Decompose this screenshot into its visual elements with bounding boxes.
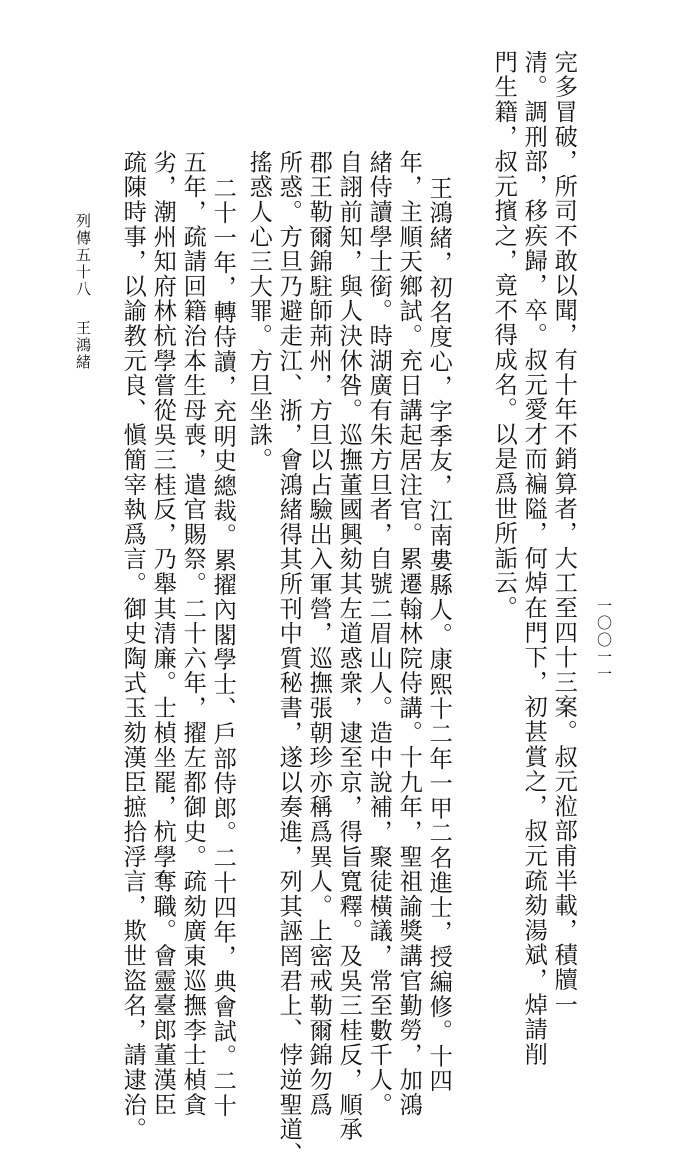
running-head-subject: 王鴻緒 (74, 320, 92, 371)
text-column-13: 劣，潮州知府林杭學嘗從吳三桂反，乃舉其清廉。士楨坐罷，杭學奪職。會靈臺郎董漢臣 (149, 150, 177, 1118)
text-column-8: 郡王勒爾錦駐師荊州，方旦以占驗出入軍營，巡撫張朝珍亦稱爲異人。上密戒勒爾錦勿爲 (305, 150, 333, 1118)
text-column-3: 門生籍，叔元擯之，竟不得成名。以是爲世所詬云。 (490, 50, 518, 621)
page-number: 一〇〇一一 (595, 598, 613, 683)
text-column-4: 王鴻緒，初名度心，字季友，江南婁縣人。康熙十二年一甲二名進士，授編修。十四 (425, 176, 453, 1094)
text-column-7: 自詡前知，與人決休咎。巡撫董國興劾其左道惑衆，逮至京，得旨寬釋。及吳三桂反，順承 (335, 150, 363, 1142)
text-column-1: 完多冒破，所司不敢以聞，有十年不銷算者，大工至四十三案。叔元涖部甫半載，積牘一 (550, 50, 578, 1018)
text-column-14: 疏陳時事，以諭教元良、愼簡宰執爲言。御史陶式玉劾漢臣摭拾浮言，欺世盜名，請逮治。 (119, 150, 147, 1142)
text-column-11: 二十一年，轉侍讀，充明史總裁。累擢內閣學士、戶部侍郎。二十四年，典會試。二十 (209, 176, 237, 1119)
text-column-9: 所惑。方旦乃避走江、浙，會鴻緒得其所刊中質秘書，遂以奏進，列其誣罔君上、悖逆聖道、 (275, 150, 303, 1167)
text-column-10: 搖惑人心三大罪。方旦坐誅。 (245, 150, 273, 473)
text-column-12: 五年，疏請回籍治本生母喪，遣官賜祭。二十六年，擢左都御史。疏劾廣東巡撫李士楨貪 (179, 150, 207, 1118)
text-column-6: 緒侍讀學士銜。時湖廣有朱方旦者，自號二眉山人。造中說補，聚徒橫議，常至數千人。 (365, 150, 393, 1118)
running-head-section: 列傳五十八 (74, 213, 92, 298)
text-column-5: 年，主順天鄉試。充日講起居注官。累遷翰林院侍講。十九年，聖祖諭獎講官勤勞，加鴻 (395, 150, 423, 1118)
text-column-2: 清。調刑部，移疾歸，卒。叔元愛才而褊隘，何焯在門下，初甚賞之，叔元疏劾湯斌，焯請削 (520, 50, 548, 1067)
